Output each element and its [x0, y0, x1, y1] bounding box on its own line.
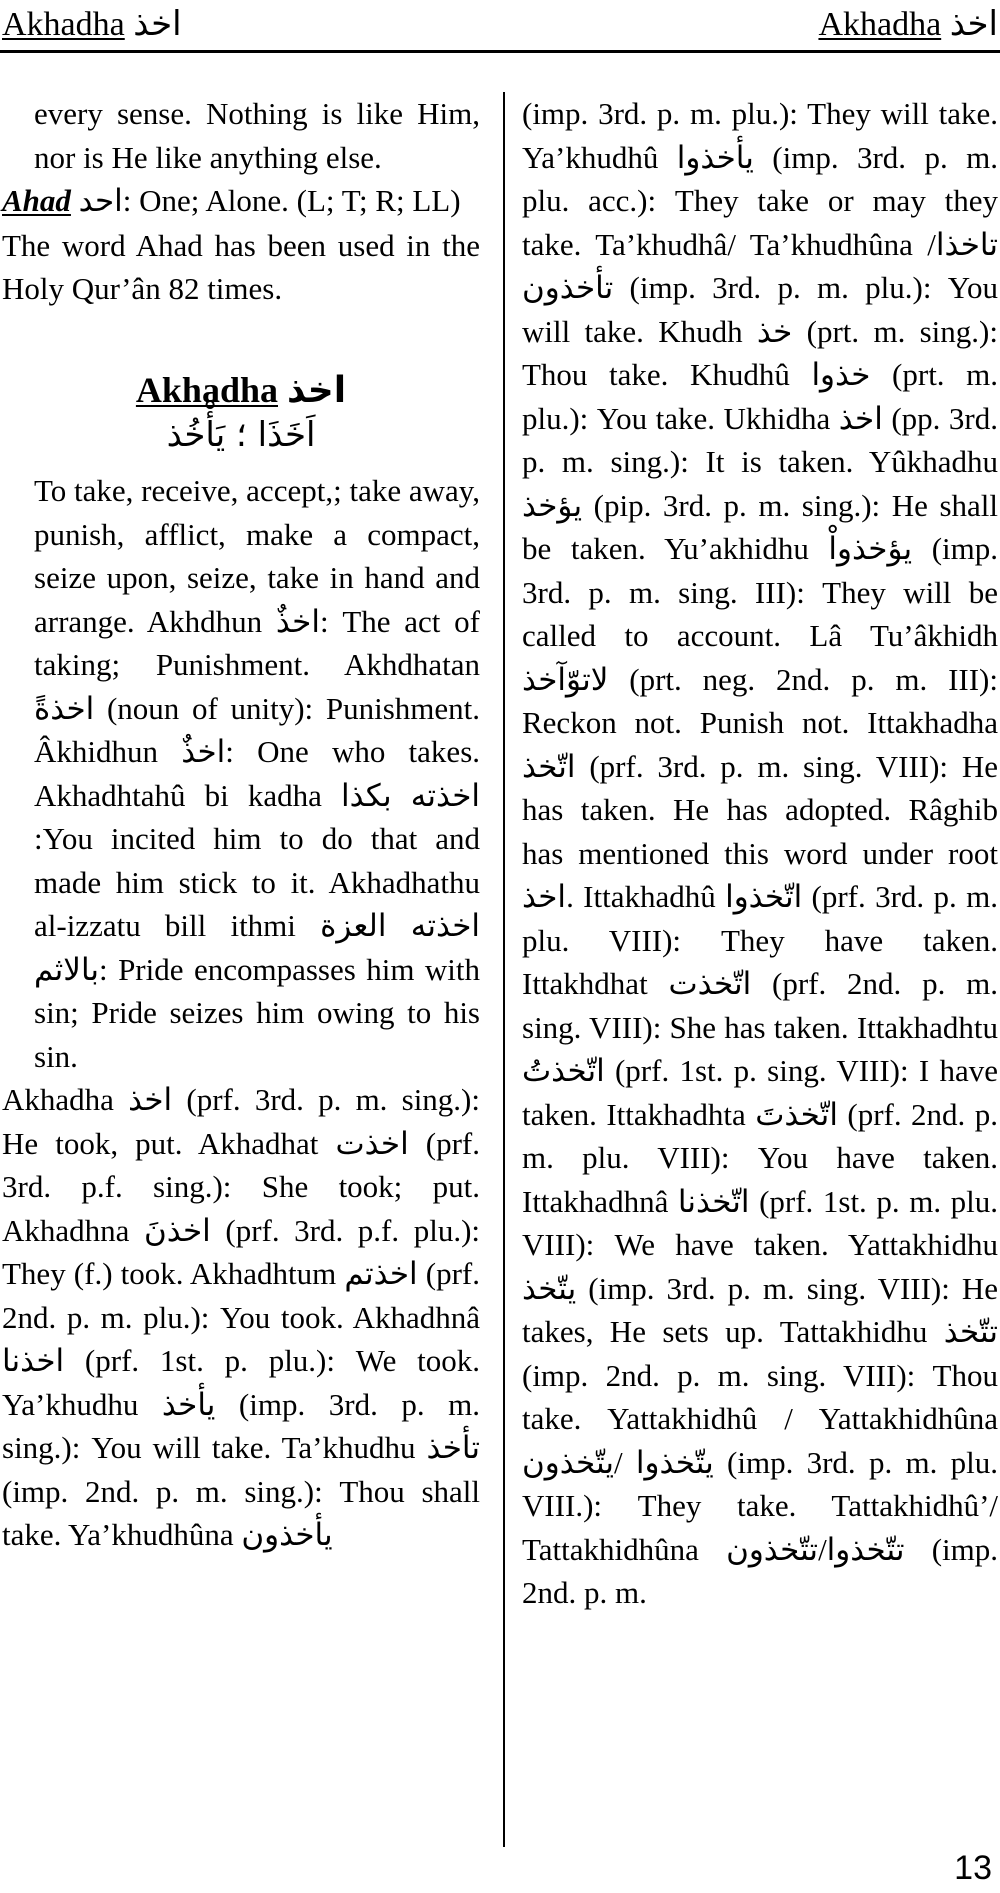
derived-forms-left: Akhadha اخذ (prf. 3rd. p. m. sing.): He took, put. Akhadhat اخذت (prf. 3rd. p.f. sing.): She took; put. Akhadhna اخذنَ (prf. 3rd. p.f. plu.): They (f.) took. Akhadhtum اخذتم (prf. 2nd. p. m. plu.): You took. Akhadhnâ اخذنا (prf. 1st. p. plu.): We took. Ya’khudhu يأخذ (imp. 3rd. p. m. sing.): You will take. Ta’khudhu تأخذ (imp. 2nd. p. m. sing.): Thou shall take. Ya’khudhûna يأخذون: [2, 1082, 481, 1552]
continuation-paragraph: every sense. Nothing is like Him, nor is He like anything else.: [34, 96, 480, 175]
header-right-guide-word: [818, 4, 998, 45]
header-left-arabic: اخذ: [133, 4, 182, 44]
header-left-term: Akhadha: [2, 6, 125, 43]
ahad-entry: [2, 179, 480, 224]
header-right-term: Akhadha: [818, 6, 942, 43]
page-header: [0, 0, 1000, 53]
root-heading-term: Akhadha: [135, 369, 278, 410]
right-column: [522, 92, 998, 1615]
page-number: 13: [954, 1849, 992, 1887]
definition-paragraph: To take, receive, accept,; take away, punish, afflict, make a compact, seize upon, seize, take in hand and arrange. Akhdhun اخذٌ: The act of taking; Punishment. Akhdhatan اخذةً (noun of unity): Punishment. Âkhidhun اخذٌ: One who takes. Akhadhtahû bi kadha اخذته بكذا :You incited him to do that and made him stick to it. Akhadhathu al-izzatu bill ithmi اخذته العزة بالاثم: Pride encompasses him with sin; Pride seizes him owing to his sin.: [34, 473, 481, 1074]
root-forms-arabic: اَخَذَا ؛ يَأْخُذ: [166, 414, 316, 455]
derived-forms-right: (imp. 3rd. p. m. plu.): They will take. Ya’khudhû يأخذوا (imp. 3rd. p. m. plu. acc.): They take or may they take. Ta’khudhâ/ Ta’khudhûna تاخذا/تأخذون (imp. 3rd. p. m. plu.): You will take. Khudh خذ (prt. m. sing.): Thou take. Khudhû خذوا (prt. m. plu.): You take. Ukhidha اخذ (pp. 3rd. p. m. sing.): It is taken. Yûkhadhu يؤخذ (pip. 3rd. p. m. sing.): He shall be taken. Yu’akhidhu يؤخذواْ (imp. 3rd. p. m. sing. III): They will be called to account. Lâ Tu’âkhidh لاتوّآخذ (prt. neg. 2nd. p. m. III): Reckon not. Punish not. Ittakhadha اتّخذ (prf. 3rd. p. m. sing. VIII): He has taken. He has adopted. Râghib has mentioned this word under root اخذ. Ittakhadhû اتّخذوا (prf. 3rd. p. m. plu. VIII): They have taken. Ittakhdhat اتّخذت (prf. 2nd. p. m. sing. VIII): She has taken. Ittakhadhtu اتّخذتُ (prf. 1st. p. sing. VIII): I have taken. Ittakhadhta اتّخذتَ (prf. 2nd. p. m. plu. VIII): You have taken. Ittakhadhnâ اتّخذنا (prf. 1st. p. m. plu. VIII): We have taken. Yattakhidhu يتّخذ (imp. 3rd. p. m. sing. VIII): He takes, He sets up. Tattakhidhu تتّخذ (imp. 2nd. p. m. sing. VIII): Thou take. Yattakhidhû / Yattakhidhûna يتّخذوا /يتّخذون (imp. 3rd. p. m. plu. VIII.): They take. Tattakhidhû’/ Tattakhidhûna تتّخذوا/تتّخذون (imp. 2nd. p. m.: [522, 96, 999, 1610]
root-heading: [2, 367, 480, 414]
header-right-arabic: اخذ: [949, 4, 998, 44]
ahad-definition: : One; Alone. (L; T; R; LL): [122, 183, 461, 218]
left-column: [2, 92, 480, 1557]
header-left-guide-word: [2, 4, 182, 45]
root-heading-arabic: اخذ: [287, 369, 347, 411]
ahad-arabic: احد: [78, 183, 123, 219]
root-forms: [2, 414, 480, 458]
ahad-term: Ahad: [2, 183, 71, 218]
column-divider: [503, 92, 505, 1847]
ahad-note: The word Ahad has been used in the Holy Qur’ân 82 times.: [2, 227, 480, 306]
